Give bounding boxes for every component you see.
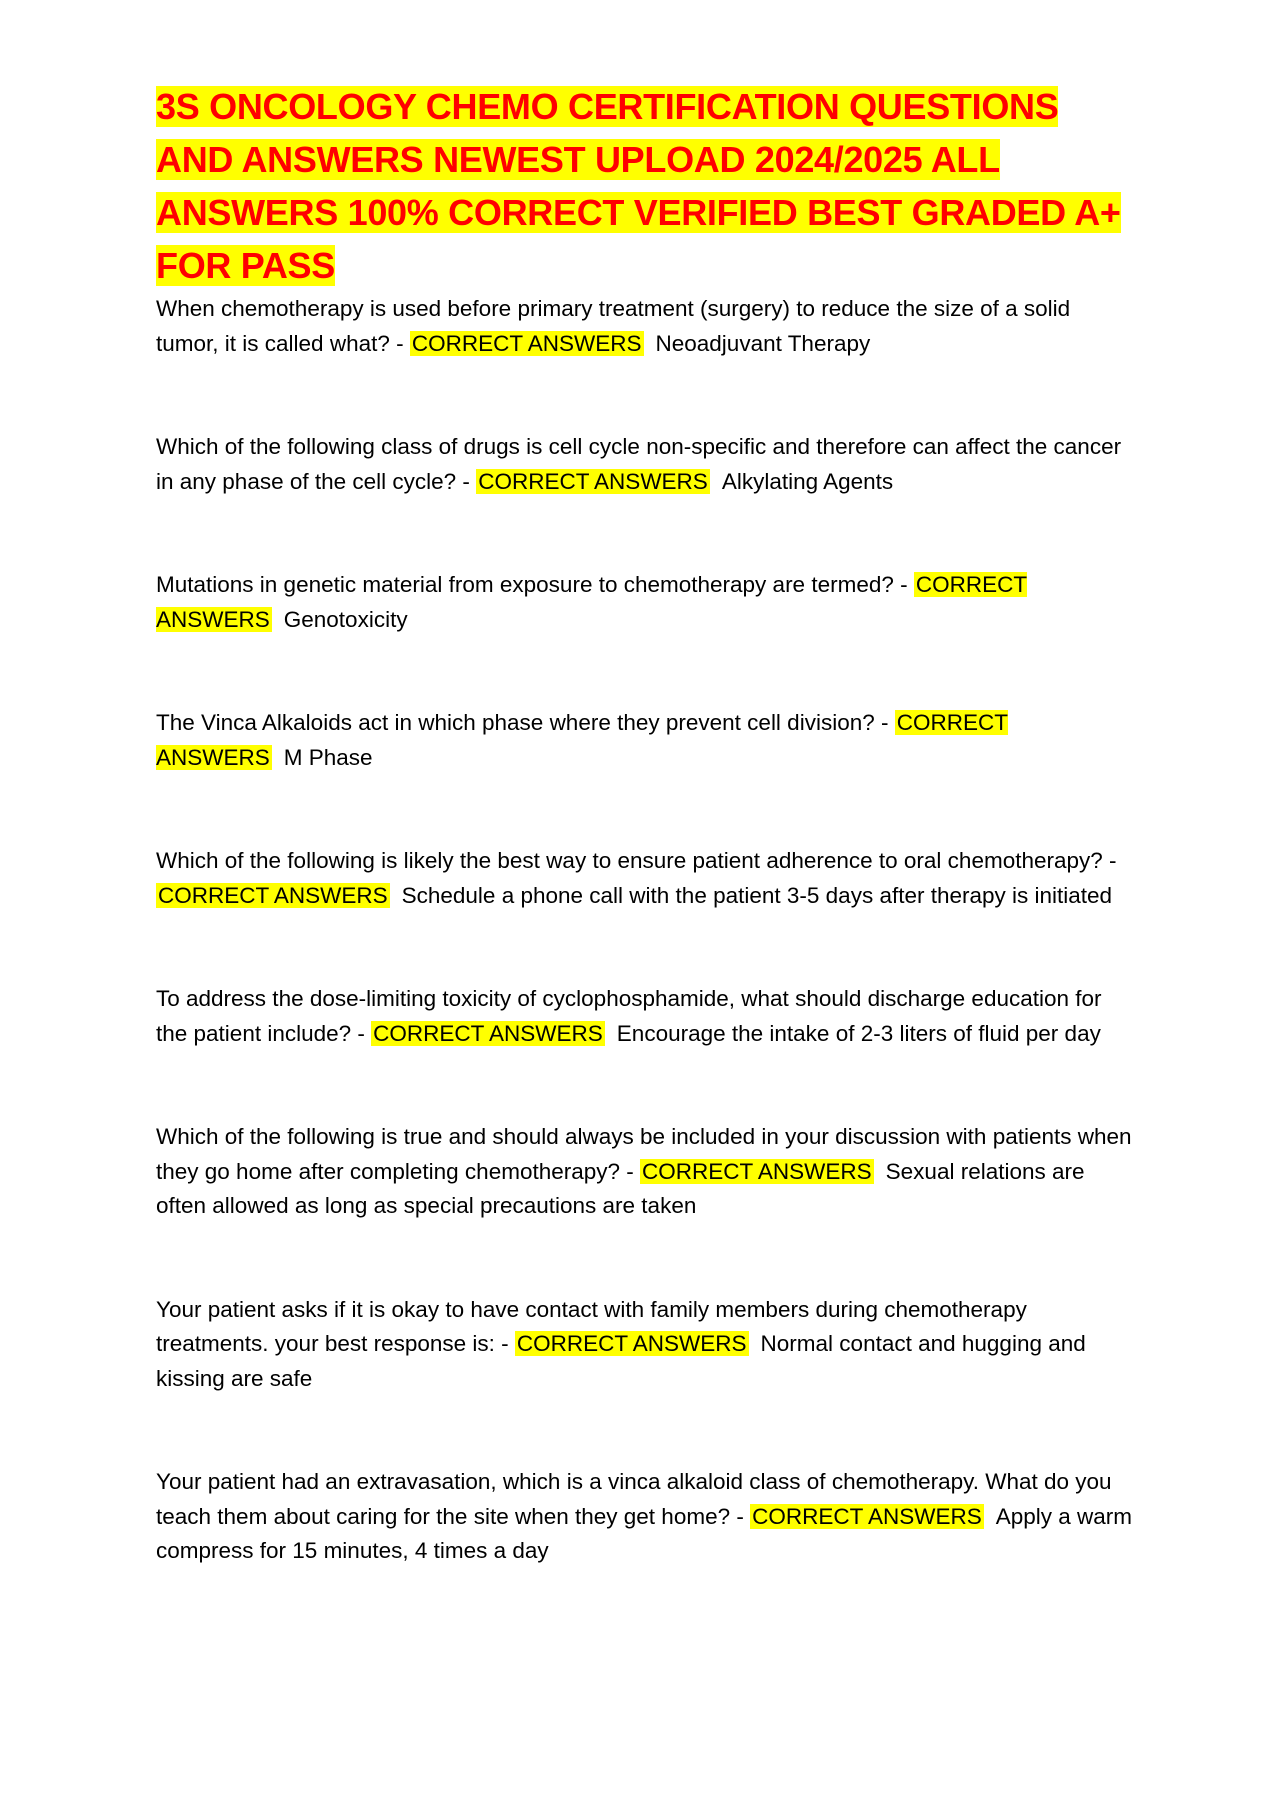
qa-item [156, 1293, 1136, 1397]
qa-item [156, 1465, 1136, 1569]
correct-answers-marker: CORRECT ANSWERS [411, 330, 642, 356]
question-text: Which of the following is likely the best way to ensure patient adherence to oral chemotherapy? - [156, 848, 1117, 873]
qa-item [156, 706, 1136, 775]
answer-text: Genotoxicity [283, 606, 408, 632]
correct-answers-marker: CORRECT ANSWERS [642, 1158, 872, 1184]
document-page [156, 80, 1136, 1638]
answer-text: Apply a warm compress for 15 minutes, 4 times a day [156, 1503, 1133, 1563]
title-highlight: 3S ONCOLOGY CHEMO CERTIFICATION QUESTIONS AND ANSWERS NEWEST UPLOAD 2024/2025 ALL ANSWERS 100% CORRECT VERIFIED BEST GRADED A+ FOR PASS [156, 86, 1121, 286]
question-text: When chemotherapy is used before primary treatment (surgery) to reduce the size of a solid tumor, it is called what? - [156, 296, 1071, 356]
qa-item [156, 430, 1136, 499]
qa-item [156, 982, 1136, 1051]
answer-text: Schedule a phone call with the patient 3-5 days after therapy is initiated [401, 882, 1113, 908]
correct-answers-marker: CORRECT ANSWERS [478, 468, 708, 494]
answer-text: Alkylating Agents [721, 468, 894, 494]
answer-text: Encourage the intake of 2-3 liters of fluid per day [616, 1020, 1101, 1046]
question-text: Which of the following class of drugs is cell cycle non-specific and therefore can affect the cancer in any phase of the cell cycle? - [156, 434, 1122, 494]
qa-list [156, 292, 1136, 1569]
correct-answers-marker: CORRECT ANSWERS [752, 1503, 982, 1529]
correct-answers-marker: CORRECT ANSWERS [156, 572, 1028, 632]
qa-item [156, 1120, 1136, 1224]
answer-text: Neoadjuvant Therapy [655, 330, 871, 356]
answer-text: M Phase [283, 744, 373, 770]
question-text: To address the dose-limiting toxicity of cyclophosphamide, what should discharge education for the patient include? - [156, 986, 1102, 1046]
document-title [156, 80, 1136, 292]
question-text: The Vinca Alkaloids act in which phase where they prevent cell division? - [156, 710, 889, 735]
question-text: Which of the following is true and should always be included in your discussion with patients when they go home after completing chemotherapy? - [156, 1124, 1132, 1184]
correct-answers-marker: CORRECT ANSWERS [516, 1331, 747, 1356]
question-text: Your patient asks if it is okay to have contact with family members during chemotherapy treatments. your best response is: - [156, 1296, 1027, 1356]
qa-item [156, 292, 1136, 361]
qa-item [156, 844, 1136, 913]
question-text: Mutations in genetic material from exposure to chemotherapy are termed? - [156, 572, 908, 597]
answer-text: Sexual relations are often allowed as long as special precautions are taken [156, 1158, 1085, 1218]
qa-item [156, 568, 1136, 637]
correct-answers-marker: CORRECT ANSWERS [158, 882, 388, 908]
correct-answers-marker: CORRECT ANSWERS [373, 1020, 603, 1046]
question-text: Your patient had an extravasation, which is a vinca alkaloid class of chemotherapy. What do you teach them about caring for the site when they get home? - [156, 1469, 1112, 1529]
correct-answers-marker: CORRECT ANSWERS [156, 710, 1008, 770]
answer-text: Normal contact and hugging and kissing are safe [156, 1331, 1086, 1391]
